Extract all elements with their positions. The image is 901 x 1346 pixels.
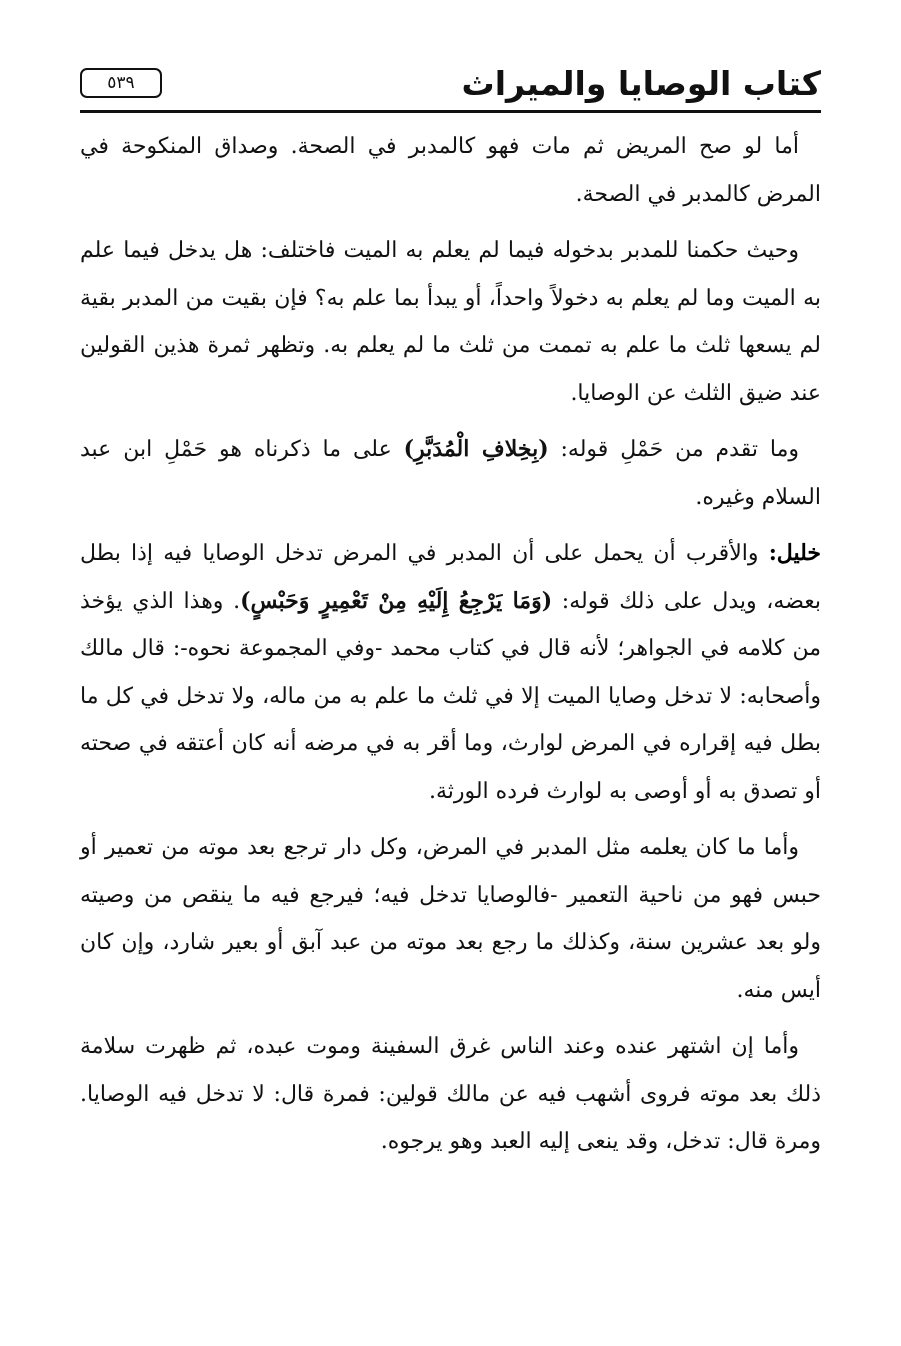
quoted-text: (وَمَا يَرْجِعُ إِلَيْهِ مِنْ تَعْمِيرٍ وَحَبْسٍ) bbox=[240, 587, 553, 614]
paragraph-text: أما لو صح المريض ثم مات فهو كالمدبر في الصحة. وصداق المنكوحة في المرض كالمدبر في الصحة. bbox=[80, 134, 821, 207]
paragraph-5 bbox=[80, 824, 821, 1014]
header-divider bbox=[80, 110, 821, 113]
paragraph-text: وحيث حكمنا للمدبر بدخوله فيما لم يعلم به الميت فاختلف: هل يدخل فيما علم به الميت وما لم يعلم به دخولاً واحداً، أو يبدأ بما علم به؟ فإن بقيت من المدبر بقية لم يسعها ثلث ما علم به تممت من ثلث ما لم يعلم به. وتظهر ثمرة هذين القولين عند ضيق الثلث عن الوصايا. bbox=[80, 238, 821, 406]
paragraph-text-before: والأقرب أن يحمل على أن المدبر في المرض تدخل الوصايا فيه إذا بطل بعضه، ويدل على ذلك قوله: bbox=[80, 541, 822, 614]
paragraph-2 bbox=[80, 227, 821, 417]
speaker-name: خليل: bbox=[768, 540, 821, 566]
paragraph-text: وأما ما كان يعلمه مثل المدبر في المرض، وكل دار ترجع بعد موته من تعمير أو حبس فهو من ناحية التعمير -فالوصايا تدخل فيه؛ فيرجع فيه ما ينقص من وصيته ولو بعد عشرين سنة، وكذلك ما رجع بعد موته من عبد آبق أو بعير شارد، وإن كان أيس منه. bbox=[80, 835, 821, 1003]
paragraph-text-before: وما تقدم من حَمْلِ قوله: bbox=[548, 437, 799, 462]
paragraph-6 bbox=[80, 1023, 821, 1166]
paragraph-text-after: . وهذا الذي يؤخذ من كلامه في الجواهر؛ لأنه قال في كتاب محمد -وفي المجموعة نحوه-: قال مالك وأصحابه: لا تدخل وصايا الميت إلا في ثلث ما علم به من ماله، ولا تدخل في كل ما بطل فيه إقراره في المرض لوارث، وما أقر به في مرضه أنه كان أعتقه في صحته أو تصدق به أو أوصى به لوارث فرده الورثة. bbox=[80, 588, 821, 804]
paragraph-text-after: على ما ذكرناه هو حَمْلِ ابن عبد السلام وغيره. bbox=[80, 437, 821, 510]
paragraph-4 bbox=[80, 530, 821, 815]
page-body bbox=[80, 123, 821, 1175]
book-title: كتاب الوصايا والميراث bbox=[461, 64, 821, 103]
paragraph-1 bbox=[80, 123, 821, 218]
page-number: ٥٣٩ bbox=[80, 68, 162, 98]
paragraph-text: وأما إن اشتهر عنده وعند الناس غرق السفينة وموت عبده، ثم ظهرت سلامة ذلك بعد موته فروى أشهب فيه عن مالك قولين: فمرة قال: لا تدخل فيه الوصايا. ومرة قال: تدخل، وقد ينعى إليه العبد وهو يرجوه. bbox=[80, 1034, 821, 1154]
page-header bbox=[80, 62, 821, 112]
paragraph-3 bbox=[80, 426, 821, 521]
quoted-text: (بِخِلافِ الْمُدَبَّرِ) bbox=[403, 436, 549, 462]
